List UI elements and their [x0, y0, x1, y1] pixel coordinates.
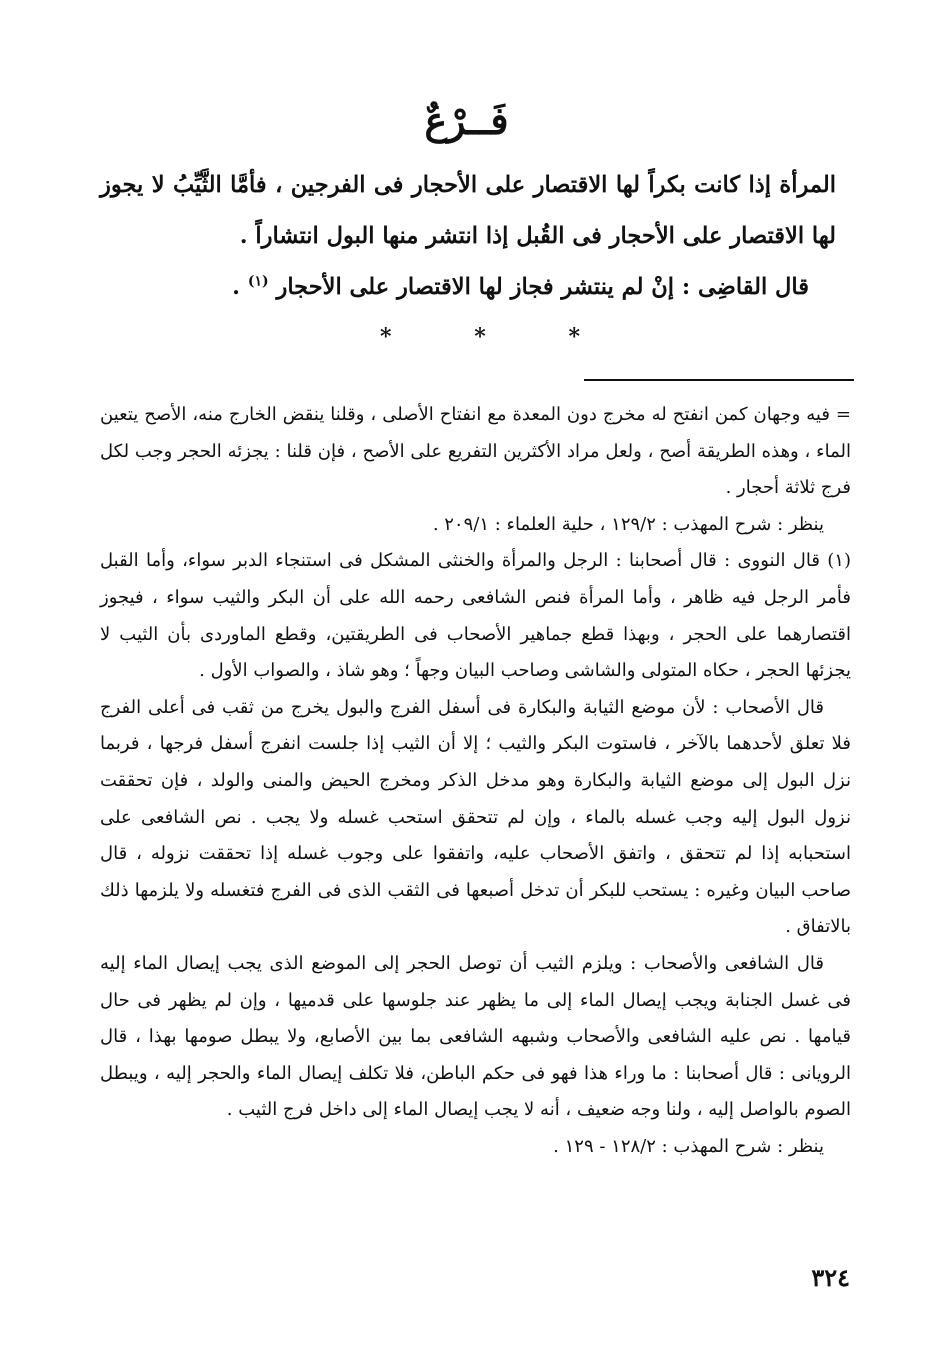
section-heading: فَــرْعٌ: [424, 98, 509, 143]
main-paragraph-2-end: .: [232, 274, 248, 300]
footnote-continuation-reference: ينظر : شرح المهذب : ١٢٩/٢ ، حلية العلماء : ٢٠٩/١ .: [432, 513, 824, 535]
main-paragraph-2-text: قال القاضِى : إنْ لم ينتشر فجاز لها الاقتصار على الأحجار: [276, 274, 809, 300]
footnote-1-paragraph-1: (١) قال النووى : قال أصحابنا : الرجل والمرأة والخنثى المشكل فى استنجاء الدبر سواء، وأما القبل فأمر الرجل فيه ظاهر ، وأما المرأة فنص الشافعى رحمه الله على أن البكر والثيب سواء ، فيجوز اقتصارهما على الحجر ، وبهذا قطع جماهير الأصحاب فى الطريقتين، وقطع الماوردى بأن الثيب لا يجزئها الحجر ، حكاه المتولى والشاشى وصاحب البيان وجهاً ؛ وهو شاذ ، والصواب الأول .: [100, 550, 851, 682]
section-separator: [380, 322, 580, 352]
footnote-divider: [584, 379, 854, 381]
main-paragraph-1: المرأة إذا كانت بكراً لها الاقتصار على الأحجار فى الفرجين ، فأمَّا الثَّيِّبُ لا يجوز لها الاقتصار على الأحجار فى القُبل إذا انتشر منها البول انتشاراً .: [100, 172, 836, 249]
footnote-1-paragraph-2: قال الأصحاب : لأن موضع الثيابة والبكارة فى أسفل الفرج والبول يخرج من ثقب فى أعلى الفرج فلا تعلق لأحدهما بالآخر ، فاستوت البكر والثيب ؛ إلا أن الثيب إذا جلست انفرج أسفل فرجها ، فربما نزل البول إلى موضع الثيابة والبكارة وهو مدخل الذكر ومخرج الحيض والمنى والولد ، فإن تحققت نزول البول إليه وجب غسله بالماء ، وإن لم تتحقق استحب غسله ولا يجب . نص الشافعى على استحبابه إذا لم تتحقق ، واتفق الأصحاب عليه، واتفقوا على وجوب غسله إذا تحققت نزوله ، قال صاحب البيان وغيره : يستحب للبكر أن تدخل أصبعها فى الثقب الذى فى الفرج فتغسله ولا يلزمها ذلك بالاتفاق .: [100, 696, 851, 938]
separator-star-3: *: [380, 324, 392, 350]
footnote-marker-1: (١): [247, 273, 269, 290]
page-number: ٣٢٤: [811, 1263, 850, 1292]
footnotes: [100, 397, 851, 1165]
separator-star-1: *: [568, 324, 580, 350]
main-text: [100, 160, 836, 313]
separator-star-2: *: [474, 324, 486, 350]
main-paragraph-2: [100, 262, 836, 313]
footnote-1-paragraph-3: قال الشافعى والأصحاب : ويلزم الثيب أن توصل الحجر إلى الموضع الذى يجب إيصال الماء إليه فى غسل الجنابة ويجب إيصال الماء إلى ما يظهر عند جلوسها على قدميها ، وإن لم يظهر فى حال قيامها . نص عليه الشافعى والأصحاب وشبهه الشافعى بما بين الأصابع، ولا يبطل صومها بهذا ، قال الرويانى : قال أصحابنا : ما وراء هذا فهو فى حكم الباطن، فلا تكلف إيصال الماء والحجر إليه ، ويبطل الصوم بالواصل إليه ، ولنا وجه ضعيف ، أنه لا يجب إيصال الماء إلى داخل فرج الثيب .: [100, 952, 851, 1121]
footnote-1-reference: ينظر : شرح المهذب : ١٢٨/٢ - ١٢٩ .: [553, 1135, 824, 1157]
footnote-continuation: = فيه وجهان كمن انفتح له مخرج دون المعدة مع انفتاح الأصلى ، وقلنا ينقض الخارج منه، الأصح يتعين الماء ، وهذه الطريقة أصح ، ولعل مراد الأكثرين التفريع على الأصح ، فإن قلنا : يجزئه الحجر وجب لكل فرج ثلاثة أحجار .: [100, 404, 852, 499]
